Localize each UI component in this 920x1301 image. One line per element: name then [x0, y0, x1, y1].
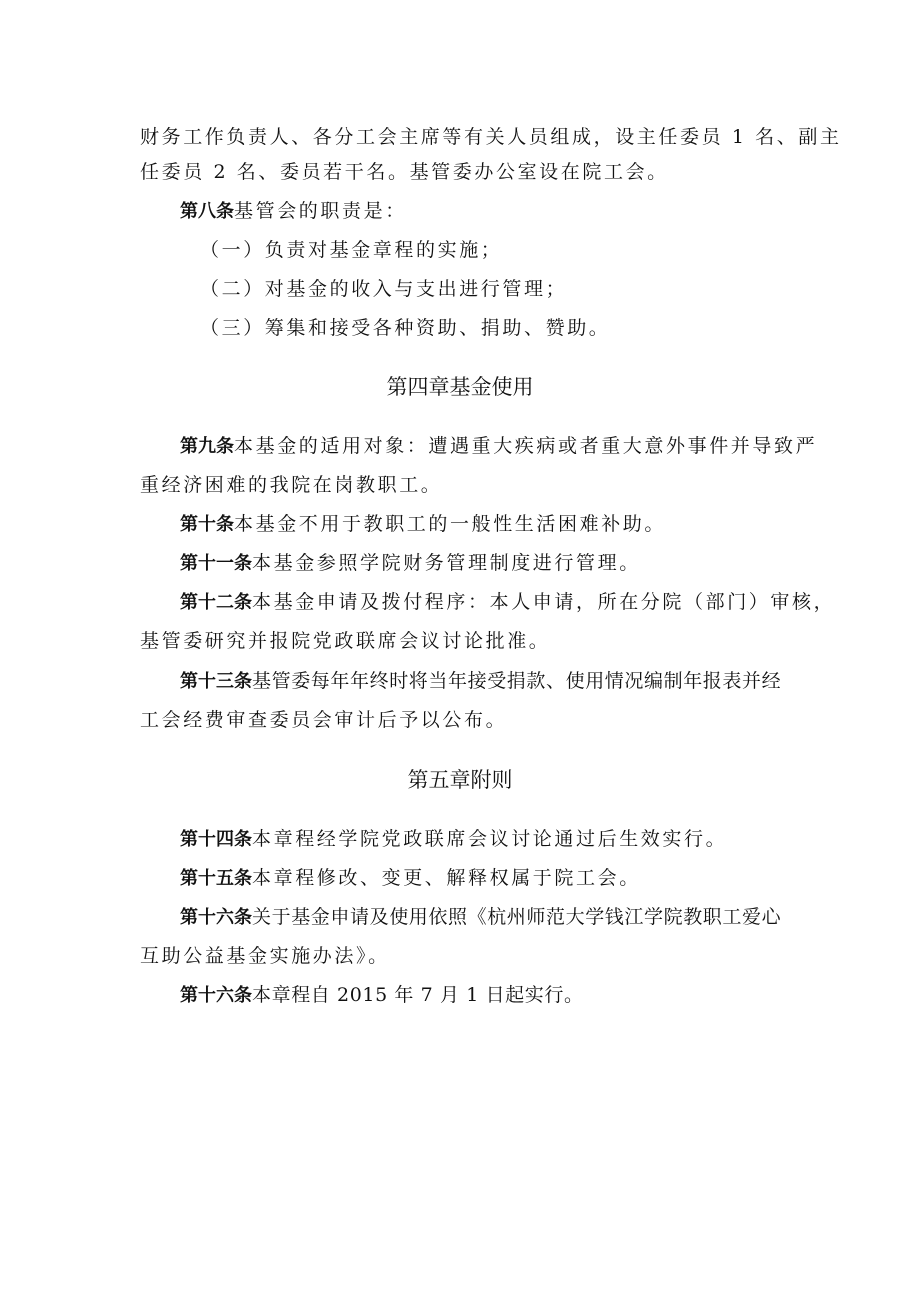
paragraph-line	[140, 944, 790, 968]
list-item	[200, 238, 850, 262]
body-text: 本章程自 2015 年 7 月 1 日起实行。	[252, 984, 584, 1006]
paragraph-line	[140, 125, 842, 149]
body-text: 关于基金申请及使用依照《杭州师范大学钱江学院教职工爱心	[252, 906, 782, 928]
article-label: 第十六条	[180, 907, 252, 928]
body-text: 基管会的职责是：	[234, 200, 407, 222]
article-13	[180, 669, 830, 694]
article-label: 第十六条	[180, 985, 252, 1006]
paragraph-line	[140, 160, 790, 184]
body-text: 财务工作负责人、各分工会主席等有关人员组成，设主任委员 1 名、副主	[140, 126, 842, 148]
body-text: 本基金申请及拨付程序：本人申请，所在分院（部门）审核，	[252, 591, 836, 613]
article-10	[180, 512, 830, 537]
body-text: 重经济困难的我院在岗教职工。	[140, 474, 443, 496]
body-text: 基管委每年年终时将当年接受捐款、使用情况编制年报表并经	[252, 670, 782, 692]
body-text: 本基金参照学院财务管理制度进行管理。	[252, 552, 641, 574]
body-text: （三）筹集和接受各种资助、捐助、赞助。	[200, 317, 611, 339]
body-text: 工会经费审查委员会审计后予以公布。	[140, 709, 508, 731]
article-label: 第十一条	[180, 553, 252, 574]
body-text: （一）负责对基金章程的实施；	[200, 239, 503, 261]
article-label: 第九条	[180, 436, 234, 457]
article-14	[180, 827, 830, 852]
body-text: 互助公益基金实施办法》。	[140, 945, 390, 967]
article-11	[180, 551, 830, 576]
article-label: 第十三条	[180, 671, 252, 692]
article-label: 第十四条	[180, 829, 252, 850]
body-text: 任委员 2 名、委员若干名。基管委办公室设在院工会。	[140, 161, 669, 183]
paragraph-line	[140, 473, 790, 497]
body-text: 基管委研究并报院党政联席会议讨论批准。	[140, 630, 551, 652]
paragraph-line	[140, 708, 790, 732]
chapter-4-heading: 第四章基金使用	[386, 375, 534, 399]
body-text: 本基金的适用对象：遭遇重大疾病或者重大意外事件并导致严	[234, 435, 818, 457]
body-text: 本章程修改、变更、解释权属于院工会。	[252, 867, 641, 889]
article-12	[180, 590, 836, 615]
paragraph-line	[140, 629, 790, 653]
article-label: 第十二条	[180, 592, 252, 613]
chapter-5-heading: 第五章附则	[407, 768, 513, 792]
article-9	[180, 434, 830, 459]
list-item	[200, 316, 850, 340]
list-item	[200, 277, 850, 301]
article-16	[180, 905, 830, 930]
article-8	[180, 199, 830, 224]
body-text: 本章程经学院党政联席会议讨论通过后生效实行。	[252, 828, 728, 850]
article-label: 第八条	[180, 201, 234, 222]
article-16-effective	[180, 983, 830, 1008]
article-label: 第十条	[180, 514, 234, 535]
body-text: 本基金不用于教职工的一般性生活困难补助。	[234, 513, 667, 535]
body-text: （二）对基金的收入与支出进行管理；	[200, 278, 568, 300]
article-15	[180, 866, 830, 891]
article-label: 第十五条	[180, 868, 252, 889]
